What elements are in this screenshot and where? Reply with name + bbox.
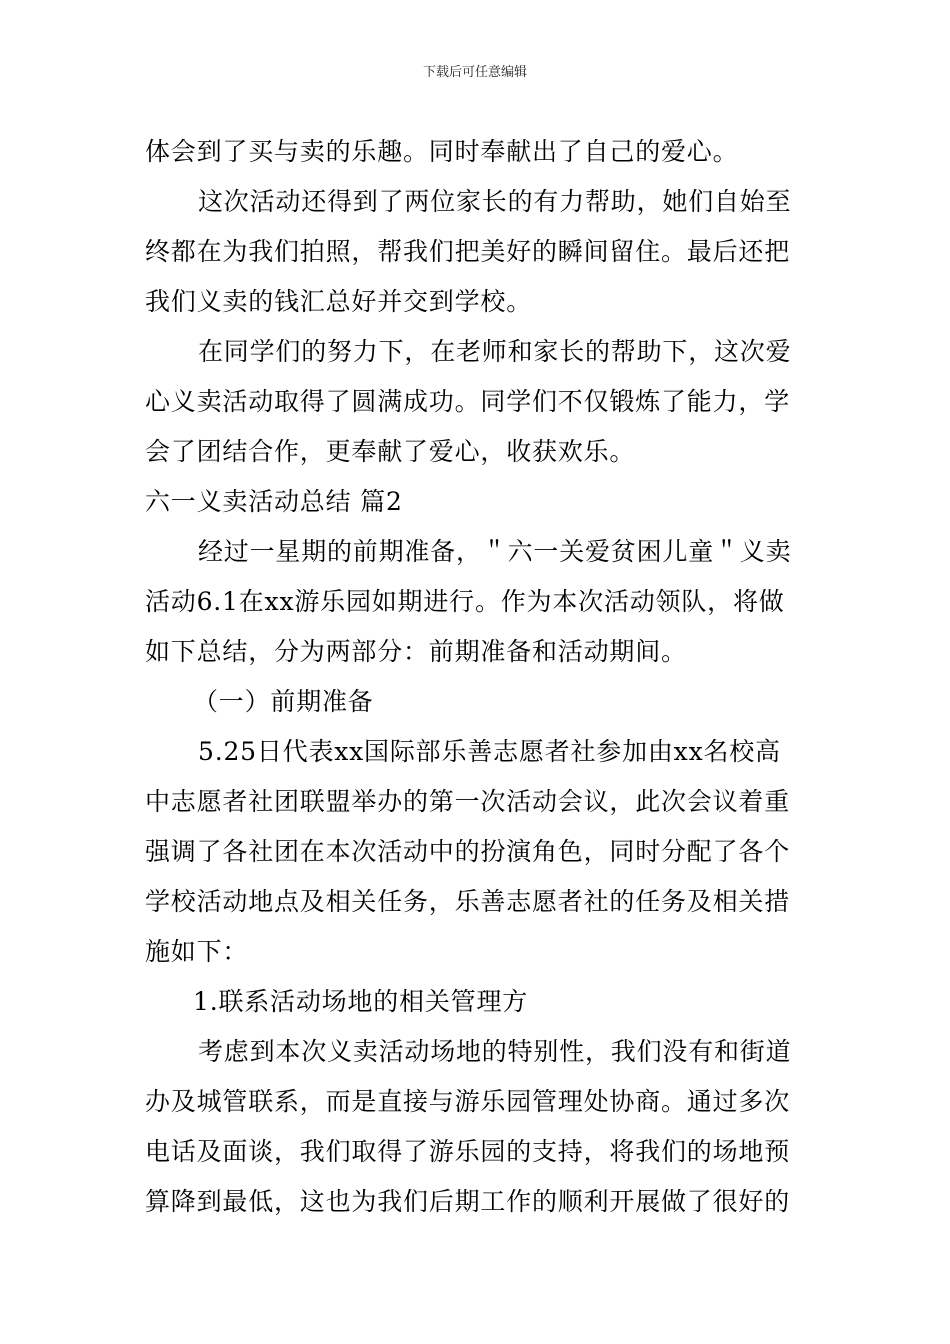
text-line: 办及城管联系，而是直接与游乐园管理处协商。通过多次 [145, 1087, 791, 1116]
text-line: 中志愿者社团联盟举办的第一次活动会议，此次会议着重 [145, 787, 791, 816]
text-line: 我们义卖的钱汇总好并交到学校。 [145, 287, 533, 316]
text-line: 施如下： [145, 937, 249, 966]
text-line: 如下总结，分为两部分：前期准备和活动期间。 [145, 637, 687, 666]
text-line: 活动6.1在xx游乐园如期进行。作为本次活动领队，将做 [145, 587, 785, 616]
text-line: 经过一星期的前期准备，＂六一关爱贫困儿童＂义卖 [198, 537, 792, 566]
text-line: 电话及面谈，我们取得了游乐园的支持，将我们的场地预 [145, 1137, 791, 1166]
text-line: 算降到最低，这也为我们后期工作的顺利开展做了很好的 [145, 1187, 791, 1216]
list-item-heading: 1.联系活动场地的相关管理方 [193, 987, 529, 1016]
text-line: 终都在为我们拍照，帮我们把美好的瞬间留住。最后还把 [145, 237, 791, 266]
section-heading: 六一义卖活动总结 篇2 [145, 487, 403, 516]
text-line: 强调了各社团在本次活动中的扮演角色，同时分配了各个 [145, 837, 791, 866]
page-header: 下载后可任意编辑 [422, 65, 527, 80]
text-line: 在同学们的努力下，在老师和家长的帮助下，这次爱 [198, 337, 792, 366]
text-line: 考虑到本次义卖活动场地的特别性，我们没有和街道 [198, 1037, 792, 1066]
text-line: 心义卖活动取得了圆满成功。同学们不仅锻炼了能力，学 [145, 387, 791, 416]
subsection-heading: （一）前期准备 [193, 687, 374, 716]
text-line: 体会到了买与卖的乐趣。同时奉献出了自己的爱心。 [145, 137, 739, 166]
text-line: 5.25日代表xx国际部乐善志愿者社参加由xx名校高 [198, 737, 781, 766]
text-line: 会了团结合作，更奉献了爱心，收获欢乐。 [145, 437, 636, 466]
text-line: 这次活动还得到了两位家长的有力帮助，她们自始至 [198, 187, 792, 216]
document-body [145, 127, 810, 1227]
text-line: 学校活动地点及相关任务，乐善志愿者社的任务及相关措 [145, 887, 791, 916]
